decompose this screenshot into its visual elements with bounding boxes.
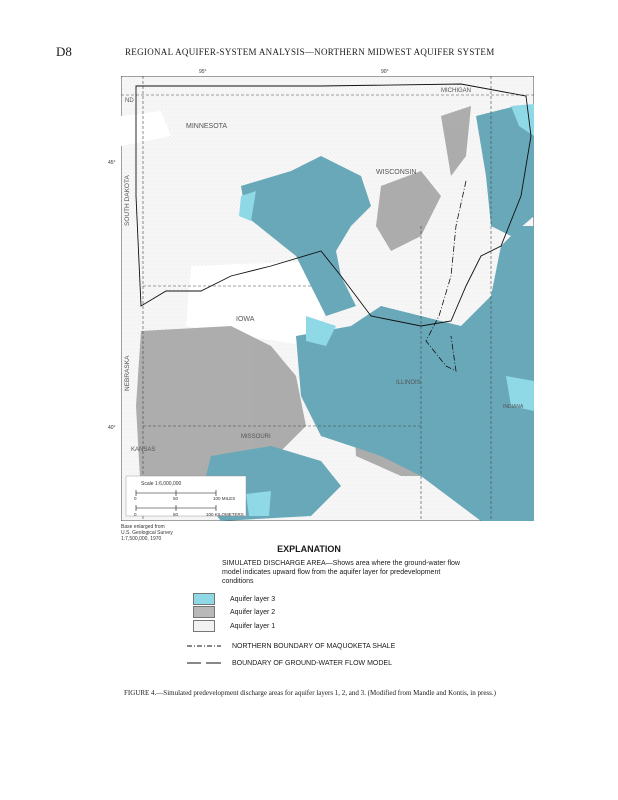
legend-label: Aquifer layer 3 [230,595,276,603]
map-source-line: 1:7,500,000, 1970 [121,536,162,542]
state-label-south-dakota: SOUTH DAKOTA [124,175,131,226]
longitude-tick-95: 95° [199,69,207,75]
state-label-iowa: IOWA [236,316,255,323]
legend-item-model-boundary [186,658,392,668]
explanation-title: EXPLANATION [277,544,341,554]
scale-miles-50: 50 [173,496,179,501]
map-source-line: U.S. Geological Survey [121,530,173,536]
legend-label: Aquifer layer 2 [230,608,276,616]
discharge-description: SIMULATED DISCHARGE AREA—Shows area where the ground-water flow model indicates upward flow from the aquifer layer for predevelopment conditions [222,560,460,585]
scale-km-0: 0 [134,512,137,517]
legend-line-label: BOUNDARY OF GROUND-WATER FLOW MODEL [232,659,392,667]
running-head: REGIONAL AQUIFER-SYSTEM ANALYSIS—NORTHERN MIDWEST AQUIFER SYSTEM [125,47,495,57]
state-label-illinois: ILLINOIS [396,380,421,386]
legend-line-label: NORTHERN BOUNDARY OF MAQUOKETA SHALE [232,642,396,650]
page-number: D8 [56,44,72,59]
map-source-line: Base enlarged from [121,524,165,530]
legend-item-maquoketa-boundary [186,641,395,651]
scale-miles-100: 100 MILES [213,496,236,501]
legend-swatch-layer-2 [193,606,215,618]
map-source-note [121,524,173,542]
state-label-missouri: MISSOURI [241,434,271,440]
scale-km-50: 50 [173,512,179,517]
legend-item-layer-1 [193,620,275,632]
state-label-wisconsin: WISCONSIN [376,169,417,176]
latitude-tick-40: 40° [108,425,116,431]
figure-caption: FIGURE 4.—Simulated predevelopment discharge areas for aquifer layers 1, 2, and 3. (Modified from Mandle and Kontis, in press.) [124,689,496,697]
layer3-area-south [246,491,271,516]
legend-swatch-layer-3 [193,593,215,605]
discharge-map [121,76,534,521]
legend-line-solid [186,660,222,666]
state-label-indiana: INDIANA [503,404,524,410]
legend-line-dash-dot [186,643,222,649]
legend-swatch-layer-1 [193,620,215,632]
legend-item-layer-2 [193,606,275,618]
latitude-tick-45: 45° [108,160,116,166]
state-label-north-dakota: ND [125,98,134,104]
scale-miles-0: 0 [134,496,137,501]
scale-km-100: 100 KILOMETERS [206,512,244,517]
state-label-minnesota: MINNESOTA [186,123,228,130]
state-label-michigan: MICHIGAN [441,88,471,94]
state-label-nebraska: NEBRASKA [124,355,131,391]
legend-item-layer-3 [193,593,275,605]
map-frame [121,76,534,521]
legend-label: Aquifer layer 1 [230,622,276,630]
scale-bar [126,476,246,517]
longitude-tick-90: 90° [381,69,389,75]
state-label-kansas: KANSAS [131,447,156,453]
scale-title: Scale 1:6,000,000 [141,481,182,487]
